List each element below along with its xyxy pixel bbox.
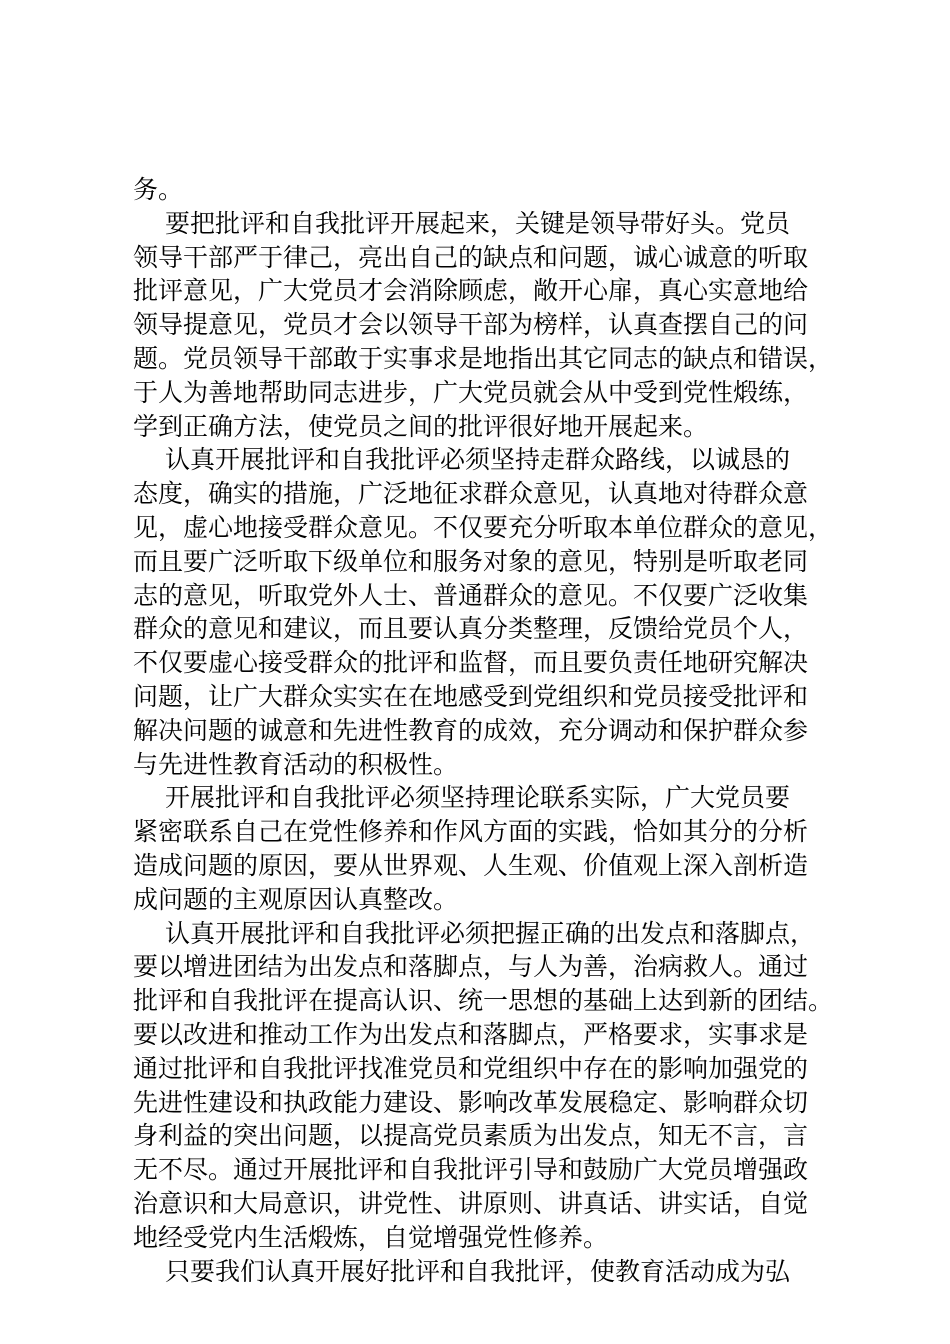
text-line: 只要我们认真开展好批评和自我批评，使教育活动成为弘 — [165, 1256, 791, 1286]
text-line: 批评和自我批评在提高认识、统一思想的基础上达到新的团结。 — [133, 986, 834, 1016]
text-line: 要把批评和自我批评开展起来，关键是领导带好头。党员 — [165, 208, 791, 238]
text-line: 认真开展批评和自我批评必须把握正确的出发点和落脚点， — [165, 918, 816, 948]
text-line: 治意识和大局意识，讲党性、讲原则、讲真话、讲实话，自觉 — [133, 1188, 809, 1218]
text-line: 志的意见，听取党外人士、普通群众的意见。不仅要广泛收集 — [133, 580, 809, 610]
text-line: 学到正确方法，使党员之间的批评很好地开展起来。 — [133, 411, 709, 441]
text-line: 地经受党内生活煅炼，自觉增强党性修养。 — [133, 1222, 609, 1252]
paragraph — [133, 1255, 853, 1289]
text-line: 而且要广泛听取下级单位和服务对象的意见，特别是听取老同 — [133, 546, 809, 576]
text-line: 通过批评和自我批评找准党员和党组织中存在的影响加强党的 — [133, 1053, 809, 1083]
paragraph — [133, 917, 853, 1255]
text-line: 先进性建设和执政能力建设、影响改革发展稳定、影响群众切 — [133, 1087, 809, 1117]
text-line: 不仅要虚心接受群众的批评和监督，而且要负责任地研究解决 — [133, 648, 809, 678]
text-line: 务。 — [133, 175, 184, 204]
text-line: 认真开展批评和自我批评必须坚持走群众路线，以诚恳的 — [165, 445, 791, 475]
text-line: 要以改进和推动工作为出发点和落脚点，严格要求，实事求是 — [133, 1019, 809, 1049]
text-line: 紧密联系自己在党性修养和作风方面的实践，恰如其分的分析 — [133, 817, 809, 847]
text-line: 问题，让广大群众实实在在地感受到党组织和党员接受批评和 — [133, 681, 809, 711]
text-line: 要以增进团结为出发点和落脚点，与人为善，治病救人。通过 — [133, 952, 809, 982]
paragraph — [133, 781, 853, 916]
paragraph — [133, 207, 853, 444]
text-line: 开展批评和自我批评必须坚持理论联系实际，广大党员要 — [165, 783, 791, 813]
text-line: 题。党员领导干部敢于实事求是地指出其它同志的缺点和错误， — [133, 343, 834, 373]
paragraph — [133, 173, 853, 207]
text-line: 身利益的突出问题，以提高党员素质为出发点，知无不言，言 — [133, 1121, 809, 1151]
text-line: 态度，确实的措施，广泛地征求群众意见，认真地对待群众意 — [133, 479, 809, 509]
text-line: 无不尽。通过开展批评和自我批评引导和鼓励广大党员增强政 — [133, 1155, 809, 1185]
text-line: 见，虚心地接受群众意见。不仅要充分听取本单位群众的意见， — [133, 512, 834, 542]
text-line: 于人为善地帮助同志进步，广大党员就会从中受到党性煅练， — [133, 377, 809, 407]
text-line: 与先进性教育活动的积极性。 — [133, 749, 459, 779]
text-line: 批评意见，广大党员才会消除顾虑，敞开心扉，真心实意地给 — [133, 276, 809, 306]
text-line: 群众的意见和建议，而且要认真分类整理，反馈给党员个人， — [133, 614, 809, 644]
document-body — [133, 173, 853, 1288]
text-line: 成问题的主观原因认真整改。 — [133, 884, 459, 914]
text-line: 解决问题的诚意和先进性教育的成效，充分调动和保护群众参 — [133, 715, 809, 745]
text-line: 领导提意见，党员才会以领导干部为榜样，认真查摆自己的问 — [133, 310, 809, 340]
paragraph — [133, 443, 853, 781]
text-line: 领导干部严于律己，亮出自己的缺点和问题，诚心诚意的听取 — [133, 242, 809, 272]
text-line: 造成问题的原因，要从世界观、人生观、价值观上深入剖析造 — [133, 850, 809, 880]
